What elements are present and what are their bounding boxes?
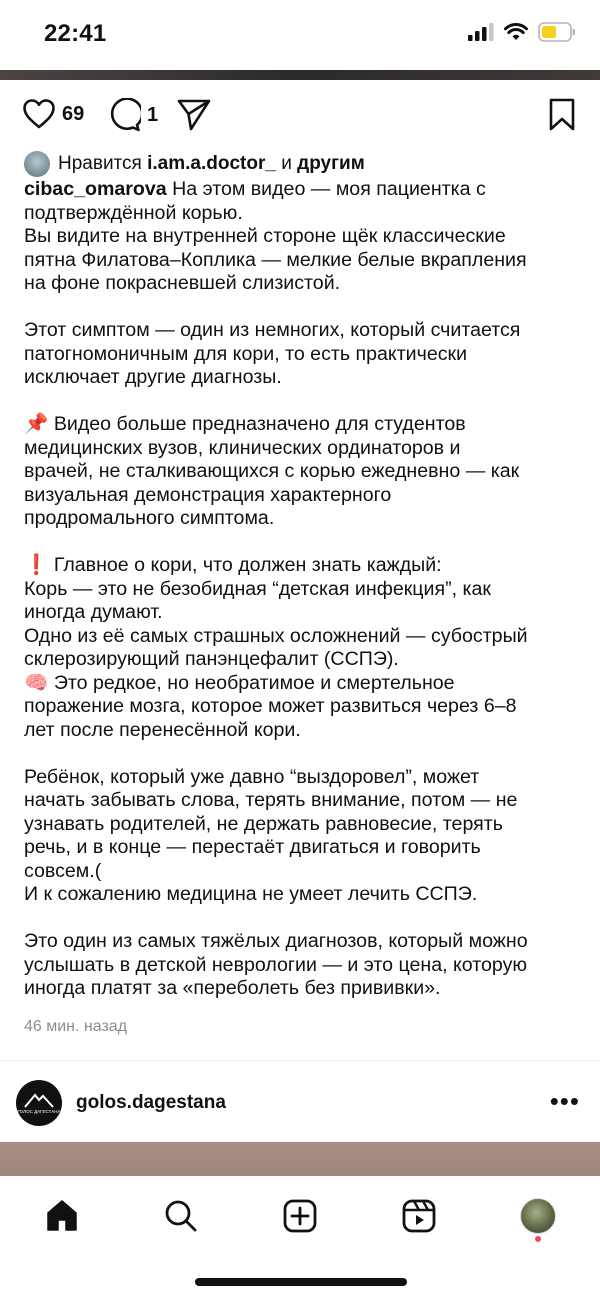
post-timestamp: 46 мин. назад [24, 1018, 128, 1035]
reels-icon [402, 1199, 436, 1233]
liked-by-user[interactable]: i.am.a.doctor_ [147, 153, 276, 174]
caption-line: иногда думают. [24, 601, 163, 623]
more-options-button[interactable]: ••• [549, 1086, 580, 1116]
next-post-username[interactable]: golos.dagestana [76, 1092, 226, 1113]
home-icon [45, 1199, 79, 1233]
liker-avatar [24, 151, 50, 177]
caption-line: Одно из её самых страшных осложнений — субострый [24, 624, 528, 647]
caption-line: лет после перенесённой кори. [24, 718, 301, 741]
post-media-bottom[interactable] [0, 70, 600, 80]
search-icon [164, 1199, 198, 1233]
caption-line: медицинских вузов, клинических ординаторов и [24, 436, 461, 459]
liked-by-conj: и [281, 153, 292, 174]
status-bar [0, 0, 600, 70]
profile-avatar [520, 1198, 556, 1234]
tab-profile[interactable] [518, 1196, 558, 1236]
caption-line: визуальная демонстрация характерного [24, 483, 392, 506]
caption-line: поражение мозга, которое может развиться через 6–8 [24, 695, 517, 717]
caption-line: ❗ Главное о кори, что должен знать каждый: [24, 554, 442, 576]
caption-line: патогномоничным для кори, то есть практически [24, 342, 468, 365]
notification-dot [535, 1236, 541, 1242]
caption-line: 📌 Видео больше предназначено для студентов [24, 413, 466, 435]
tab-reels[interactable] [399, 1196, 439, 1236]
author-username[interactable]: cibac_omarova [24, 178, 167, 200]
caption-line: узнавать родителей, не держать равновесие, терять [24, 812, 503, 835]
caption-line: склерозирующий панэнцефалит (ССПЭ). [24, 648, 399, 670]
next-post-header [0, 1078, 600, 1130]
mountain-logo-icon [24, 1092, 54, 1108]
caption-line: совсем.( [24, 859, 102, 882]
divider [0, 1060, 600, 1061]
caption-line: исключает другие диагнозы. [24, 366, 282, 388]
comments-count: 1 [147, 103, 159, 126]
cellular-signal-icon [468, 23, 494, 41]
caption-line: Вы видите на внутренней стороне щёк классические [24, 225, 506, 247]
liked-by-prefix: Нравится [58, 153, 142, 174]
caption-line: врачей, не сталкивающихся с корью ежедневно — как [24, 460, 520, 482]
next-post-avatar[interactable] [16, 1080, 62, 1126]
caption-line: продромального симптома. [24, 507, 275, 529]
status-time: 22:41 [44, 20, 107, 47]
tab-create[interactable] [280, 1196, 320, 1236]
heart-icon [22, 98, 56, 130]
caption-line: И к сожалению медицина не умеет лечить ССПЭ. [24, 883, 478, 905]
plus-square-icon [283, 1199, 317, 1233]
caption-line: иногда платят за «переболеть без прививки». [24, 977, 441, 999]
caption-line: на фоне покрасневшей слизистой. [24, 272, 341, 294]
next-post-avatar-text: ГОЛОС ДАГЕСТАНА [17, 1109, 61, 1114]
battery-level [542, 26, 556, 38]
caption-line: Это один из самых тяжёлых диагнозов, который можно [24, 930, 528, 952]
battery-icon [538, 22, 576, 42]
next-post-media[interactable] [0, 1142, 600, 1180]
status-icons [468, 22, 576, 42]
liked-by[interactable] [24, 150, 365, 178]
post-caption [24, 178, 584, 1001]
tab-home[interactable] [42, 1196, 82, 1236]
caption-line: речь, и в конце — перестаёт двигаться и говорить [24, 836, 481, 858]
caption-line: Ребёнок, который уже давно “выздоровел”, может [24, 765, 480, 788]
caption-line: пятна Филатова–Коплика — мелкие белые вкрапления [24, 248, 527, 271]
caption-line: начать забывать слова, терять внимание, потом — не [24, 789, 518, 811]
tab-search[interactable] [161, 1196, 201, 1236]
caption-line: Этот симптом — один из немногих, который считается [24, 319, 521, 341]
wifi-icon [504, 23, 528, 41]
caption-line: 🧠 Это редкое, но необратимое и смертельное [24, 671, 455, 694]
post-actions [0, 92, 600, 140]
send-icon [176, 98, 212, 132]
likes-count: 69 [62, 102, 85, 125]
comment-icon [107, 98, 141, 132]
save-button[interactable] [548, 98, 576, 132]
comment-button[interactable] [107, 98, 158, 132]
liked-by-others[interactable]: другим [297, 153, 365, 174]
caption-line: услышать в детской неврологии — и это цена, которую [24, 953, 528, 976]
caption-line: Корь — это не безобидная “детская инфекция”, как [24, 577, 491, 600]
like-button[interactable] [22, 98, 84, 130]
bookmark-icon [548, 98, 576, 132]
share-button[interactable] [176, 98, 212, 132]
caption-line: подтверждённой корью. [24, 201, 243, 224]
home-indicator[interactable] [195, 1278, 407, 1286]
caption-line: На этом видео — моя пациентка с [172, 178, 486, 200]
